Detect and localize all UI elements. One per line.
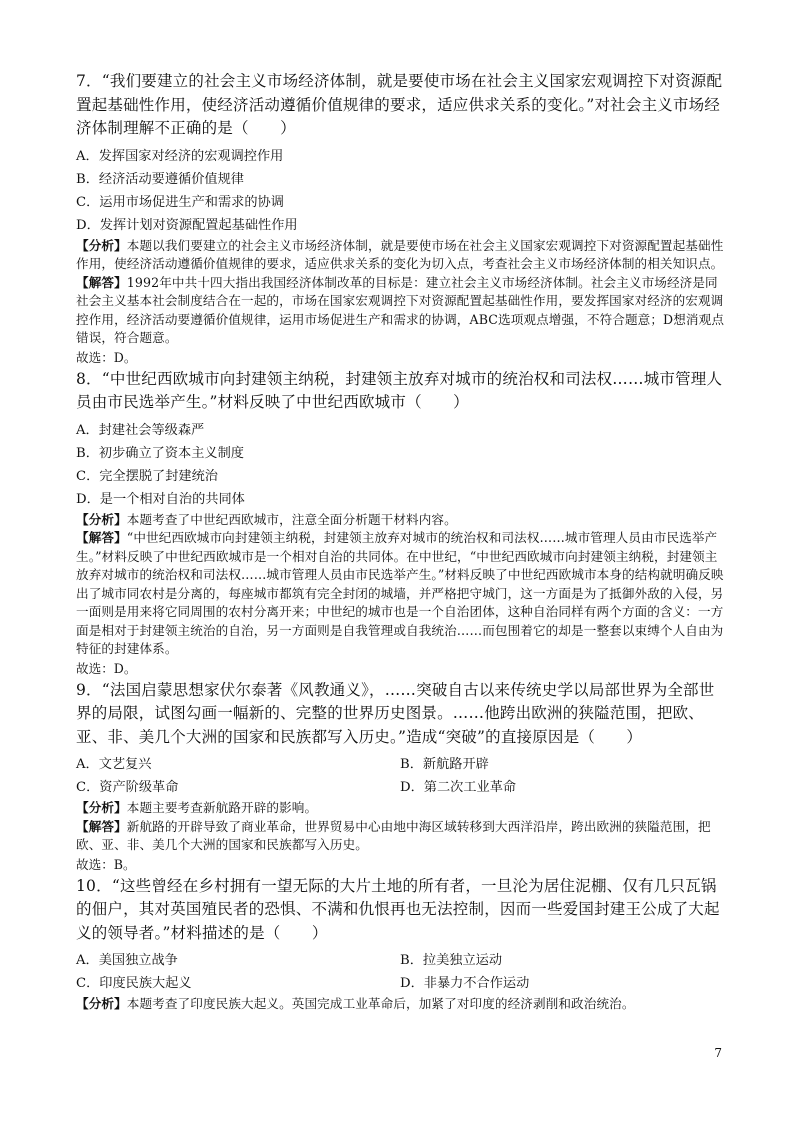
question-9-choice: 故选：B。 xyxy=(76,856,136,872)
question-8-option-b: B．初步确立了资本主义制度 xyxy=(76,445,244,461)
analysis-label: 【分析】 xyxy=(76,237,127,253)
question-9-answer xyxy=(76,818,726,855)
question-7-option-a: A．发挥国家对经济的宏观调控作用 xyxy=(76,148,284,164)
analysis-label: 【分析】 xyxy=(76,511,127,527)
question-8-option-a: A．封建社会等级森严 xyxy=(76,422,205,438)
question-10-option-b: B．拉美独立运动 xyxy=(400,953,503,968)
analysis-label: 【分析】 xyxy=(76,800,127,815)
answer-label: 【解答】 xyxy=(76,530,127,545)
question-8 xyxy=(76,368,726,679)
question-9-options-row-1 xyxy=(76,753,726,776)
question-9-analysis xyxy=(76,799,726,818)
analysis-text: 本题主要考查新航路开辟的影响。 xyxy=(126,800,318,815)
answer-text: 新航路的开辟导致了商业革命，世界贸易中心由地中海区域转移到大西洋沿岸，跨出欧洲的狭隘范围，把欧、亚、非、美几个大洲的国家和民族都写入历史。 xyxy=(76,818,711,852)
question-9-stem: 9．“法国启蒙思想家伏尔泰著《风教通义》，……突破自古以来传统史学以局部世界为全部世界的局限，试图勾画一幅新的、完整的世界历史图景。……他跨出欧洲的狭隘范围，把欧、亚、非、美几个大洲的国家和民族都写入历史。”造成“突破”的直接原因是（ ） xyxy=(76,680,715,746)
question-7-option-d: D．发挥计划对资源配置起基础性作用 xyxy=(76,217,298,233)
question-9-option-b: B．新航路开辟 xyxy=(400,757,489,772)
question-10 xyxy=(76,875,726,1014)
question-7-option-b: B．经济活动要遵循价值规律 xyxy=(76,171,244,187)
page-number: 7 xyxy=(714,1046,722,1060)
question-9-option-a: A．文艺复兴 xyxy=(76,757,152,772)
question-9-option-c: C．资产阶级革命 xyxy=(76,780,179,795)
document-page xyxy=(76,70,726,1014)
question-9-option-d: D．第二次工业革命 xyxy=(400,780,517,795)
question-7 xyxy=(76,70,726,368)
question-9 xyxy=(76,679,726,875)
question-8-analysis xyxy=(76,511,726,530)
answer-label: 【解答】 xyxy=(76,818,127,834)
question-10-options-row-2 xyxy=(76,972,726,995)
analysis-text: 本题考查了印度民族大起义。英国完成工业革命后，加紧了对印度的经济剥削和政治统治。 xyxy=(126,996,635,1011)
answer-label: 【解答】 xyxy=(76,274,127,290)
question-8-option-d: D．是一个相对自治的共同体 xyxy=(76,491,245,507)
question-8-option-c: C．完全摆脱了封建统治 xyxy=(76,468,218,484)
question-7-answer xyxy=(76,274,726,348)
analysis-text: 本题以我们要建立的社会主义市场经济体制，就是要使市场在社会主义国家宏观调控下对资源配置起基础性作用，使经济活动遵循价值规律的要求，适应供求关系的变化为切入点，考查社会主义市场经济体制的相关知识点。 xyxy=(76,237,724,271)
question-10-option-a: A．美国独立战争 xyxy=(76,953,178,968)
question-9-options-row-2 xyxy=(76,776,726,799)
question-7-stem: 7．“我们要建立的社会主义市场经济体制，就是要使市场在社会主义国家宏观调控下对资源配置起基础性作用，使经济活动遵循价值规律的要求，适应供求关系的变化。”对社会主义市场经济体制理解不正确的是（ ） xyxy=(76,72,723,137)
question-10-option-d: D．非暴力不合作运动 xyxy=(400,976,530,991)
analysis-text: 本题考查了中世纪西欧城市，注意全面分析题干材料内容。 xyxy=(126,511,457,527)
question-8-stem: 8．“中世纪西欧城市向封建领主纳税，封建领主放弃对城市的统治权和司法权……城市管理人员由市民选举产生。”材料反映了中世纪西欧城市（ ） xyxy=(76,369,723,411)
analysis-label: 【分析】 xyxy=(76,996,127,1011)
question-8-choice: 故选：D。 xyxy=(76,660,137,676)
question-10-options-row-1 xyxy=(76,949,726,972)
question-7-choice: 故选：D。 xyxy=(76,349,137,365)
question-10-option-c: C．印度民族大起义 xyxy=(76,976,192,991)
answer-text: 1992年中共十四大指出我国经济体制改革的目标是：建立社会主义市场经济体制。社会主义市场经济是同社会主义基本社会制度结合在一起的，市场在国家宏观调控下对资源配置起基础性作用，要发挥国家对经济的宏观调控作用，经济活动要遵循价值规律，运用市场促进生产和需求的协调，ABC选项观点增强，不符合题意；D想消观点错误，符合题意。 xyxy=(76,274,725,345)
question-8-answer xyxy=(76,529,726,659)
question-7-analysis xyxy=(76,237,726,274)
question-7-option-c: C．运用市场促进生产和需求的协调 xyxy=(76,194,284,210)
question-10-stem: 10．“这些曾经在乡村拥有一望无际的大片土地的所有者，一旦沦为居住泥棚、仅有几只瓦锅的佃户，其对英国殖民者的恐惧、不满和仇恨再也无法控制，因而一些爱国封建王公成了大起义的领导者。”材料描述的是（ ） xyxy=(76,876,720,942)
answer-text: “中世纪西欧城市向封建领主纳税，封建领主放弃对城市的统治权和司法权……城市管理人员由市民选举产生。”材料反映了中世纪西欧城市是一个相对自治的共同体。在中世纪，“中世纪西欧城市向封建领主纳税，封建领主放弃对城市的统治权和司法权……城市管理人员由市民选举产生。”材料反映了中世纪西欧城市本身的结构就明确反映出了城市同农村是分离的，每座城市都筑有完全封闭的城墙，并严格把守城门，这一方面是为了抵御外敌的入侵，另一面则是用来将它同周围的农村分离开来；中世纪的城市也是一个自治团体，这种自治同样有两个方面的含义：一方面是相对于封建领主统治的自治，另一方面则是自我管理或自我统治……而包围着它的却是一整套以束缚个人自由为特征的封建体系。 xyxy=(76,530,724,656)
question-10-analysis xyxy=(76,995,726,1014)
